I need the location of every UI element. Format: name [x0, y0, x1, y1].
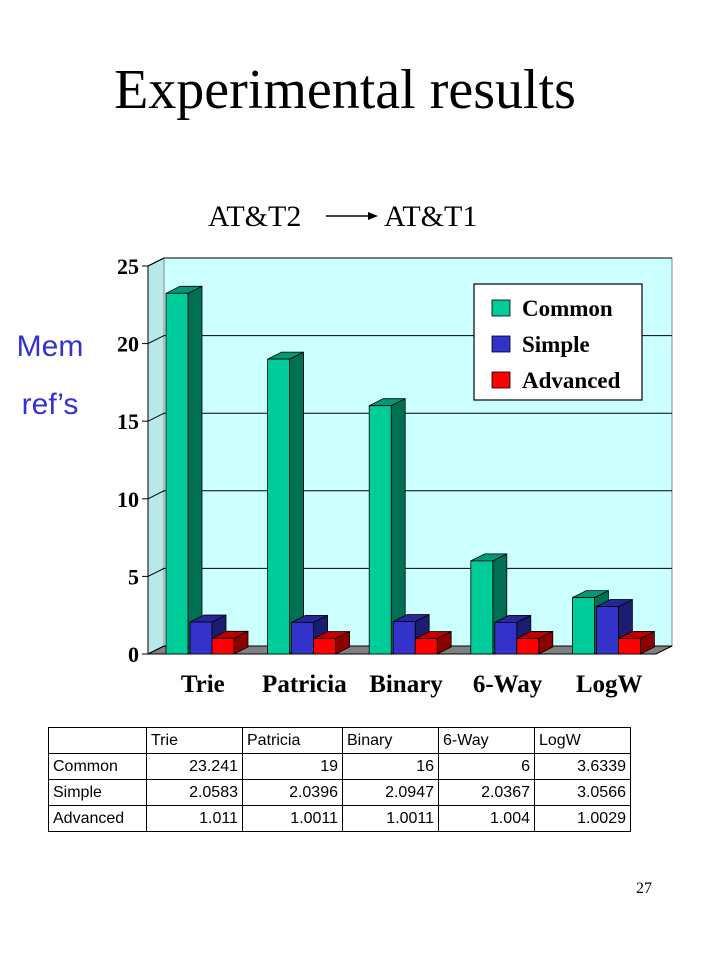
table-row: [49, 806, 631, 832]
y-tick-label: 20: [117, 331, 139, 357]
y-axis-label-line1: Mem: [16, 330, 84, 363]
slide-title: Experimental results: [114, 59, 576, 121]
bar-simple-trie: [190, 622, 212, 654]
legend-swatch-common: [492, 300, 510, 316]
table-row-label: Advanced: [49, 806, 147, 832]
table-cell: 19: [243, 754, 343, 780]
bar-advanced-logw: [618, 638, 640, 654]
x-tick-label: LogW: [575, 671, 643, 698]
bar-common-6-way: [471, 561, 493, 654]
table-cell: 23.241: [147, 754, 243, 780]
y-tick-label: 10: [117, 486, 139, 512]
bar-side-common: [290, 352, 304, 654]
table-row-label: Simple: [49, 780, 147, 806]
table-row: [49, 780, 631, 806]
bar-common-logw: [572, 598, 594, 654]
table-cell: 1.0011: [343, 806, 439, 832]
table-cell: 3.6339: [535, 754, 631, 780]
bar-common-patricia: [268, 359, 290, 654]
table-header-cell: [49, 728, 147, 754]
table-header-cell: Binary: [343, 728, 439, 754]
table-cell: 2.0583: [147, 780, 243, 806]
subtitle-arrow-head: [368, 212, 378, 220]
plot-side-wall: [148, 258, 164, 654]
table-cell: 2.0396: [243, 780, 343, 806]
legend-label-advanced: Advanced: [522, 368, 621, 393]
table-header-cell: LogW: [535, 728, 631, 754]
legend-label-common: Common: [522, 296, 613, 321]
table-cell: 16: [343, 754, 439, 780]
table-cell: 1.0011: [243, 806, 343, 832]
table-cell: 3.0566: [535, 780, 631, 806]
table-cell: 1.011: [147, 806, 243, 832]
page-number: 27: [636, 880, 652, 897]
table-cell: 1.0029: [535, 806, 631, 832]
x-tick-label: 6-Way: [472, 671, 543, 698]
bar-common-binary: [369, 406, 391, 654]
bar-side-common: [188, 286, 202, 654]
x-tick-label: Trie: [180, 671, 225, 698]
table-header-cell: Patricia: [243, 728, 343, 754]
table-cell: 1.004: [439, 806, 535, 832]
data-table: [48, 727, 631, 832]
y-tick-label: 5: [128, 564, 139, 590]
bar-simple-binary: [393, 621, 415, 654]
table-header-row: [49, 728, 631, 754]
bar-simple-6-way: [495, 622, 517, 654]
legend-swatch-simple: [492, 336, 510, 352]
bar-simple-patricia: [292, 622, 314, 654]
y-tick-label: 0: [128, 642, 139, 667]
table-cell: 2.0947: [343, 780, 439, 806]
table-cell: 2.0367: [439, 780, 535, 806]
table-row-label: Common: [49, 754, 147, 780]
legend-label-simple: Simple: [522, 332, 590, 357]
bar-common-trie: [166, 293, 188, 654]
bar-side-common: [391, 399, 405, 654]
bar-simple-logw: [596, 607, 618, 654]
bar-advanced-patricia: [314, 638, 336, 654]
table-cell: 6: [439, 754, 535, 780]
y-tick-label: 25: [117, 254, 139, 279]
table-row: [49, 754, 631, 780]
table-header-cell: 6-Way: [439, 728, 535, 754]
y-tick-label: 15: [117, 409, 139, 435]
legend-swatch-advanced: [492, 372, 510, 388]
bar-advanced-binary: [415, 638, 437, 654]
subtitle-to: AT&T1: [384, 200, 478, 233]
x-tick-label: Binary: [369, 671, 443, 698]
table-header-cell: Trie: [147, 728, 243, 754]
bar-advanced-trie: [212, 638, 234, 654]
y-axis-label-line2: ref’s: [21, 388, 79, 421]
x-tick-label: Patricia: [262, 671, 347, 698]
bar-advanced-6-way: [517, 638, 539, 654]
subtitle-from: AT&T2: [208, 200, 302, 233]
